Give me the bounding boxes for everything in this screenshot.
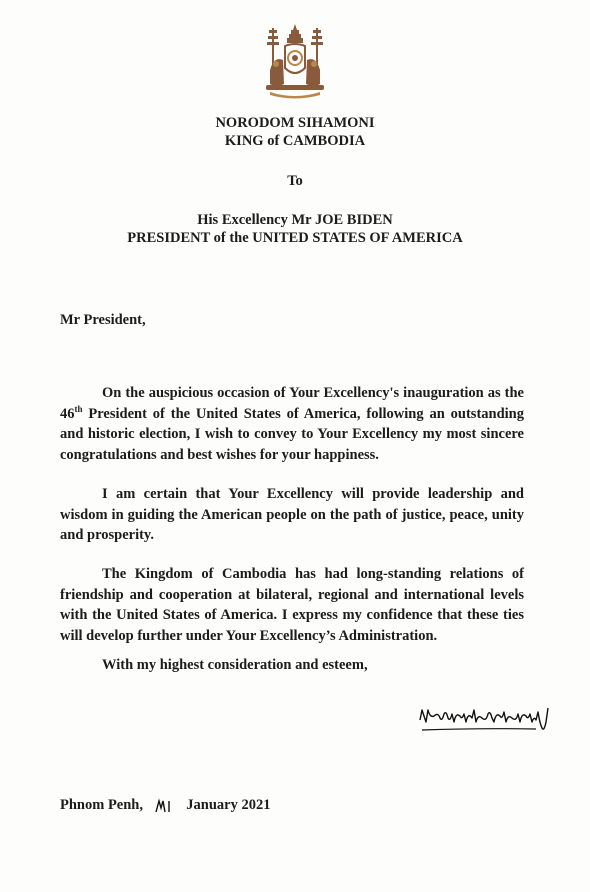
signature-icon bbox=[416, 702, 550, 736]
paragraph-2-text: I am certain that Your Excellency will provide leadership and wisdom in guiding the American people on the path of justice, peace, unity and prosperity. bbox=[60, 486, 524, 543]
recipient-name: His Excellency Mr JOE BIDEN bbox=[197, 212, 393, 228]
paragraph-1 bbox=[60, 383, 524, 465]
paragraph-1-pre: On the auspicious occasion of Your Excellency's inauguration as the 46 bbox=[60, 385, 524, 422]
sender-title: KING of CAMBODIA bbox=[224, 133, 366, 149]
paragraph-3 bbox=[60, 564, 524, 646]
recipient-title: PRESIDENT of the UNITED STATES OF AMERICA bbox=[127, 230, 463, 246]
ordinal-suffix: th bbox=[74, 403, 83, 414]
footer-line bbox=[60, 797, 270, 814]
salutation: Mr President, bbox=[60, 312, 146, 328]
closing-line bbox=[60, 655, 524, 676]
sender-name: NORODOM SIHAMONI bbox=[215, 115, 375, 131]
paragraph-1-post: President of the United States of America, following an outstanding and historic election, I wish to convey to Your Excellency my most sincere congratulations and best wishes for your happiness. bbox=[60, 405, 524, 463]
to-label: To bbox=[287, 173, 303, 189]
closing-text: With my highest consideration and esteem, bbox=[102, 657, 368, 673]
paragraph-2 bbox=[60, 484, 524, 546]
place: Phnom Penh, bbox=[60, 797, 143, 813]
royal-arms-emblem-icon bbox=[256, 22, 334, 102]
date: January 2021 bbox=[186, 797, 271, 813]
handwritten-day-mark-icon bbox=[153, 798, 175, 814]
paragraph-3-text: The Kingdom of Cambodia has had long-standing relations of friendship and cooperation at bilateral, regional and international levels with the United States of America. I express my confidence that these ties will develop further under Your Excellency’s Administration. bbox=[60, 566, 524, 644]
